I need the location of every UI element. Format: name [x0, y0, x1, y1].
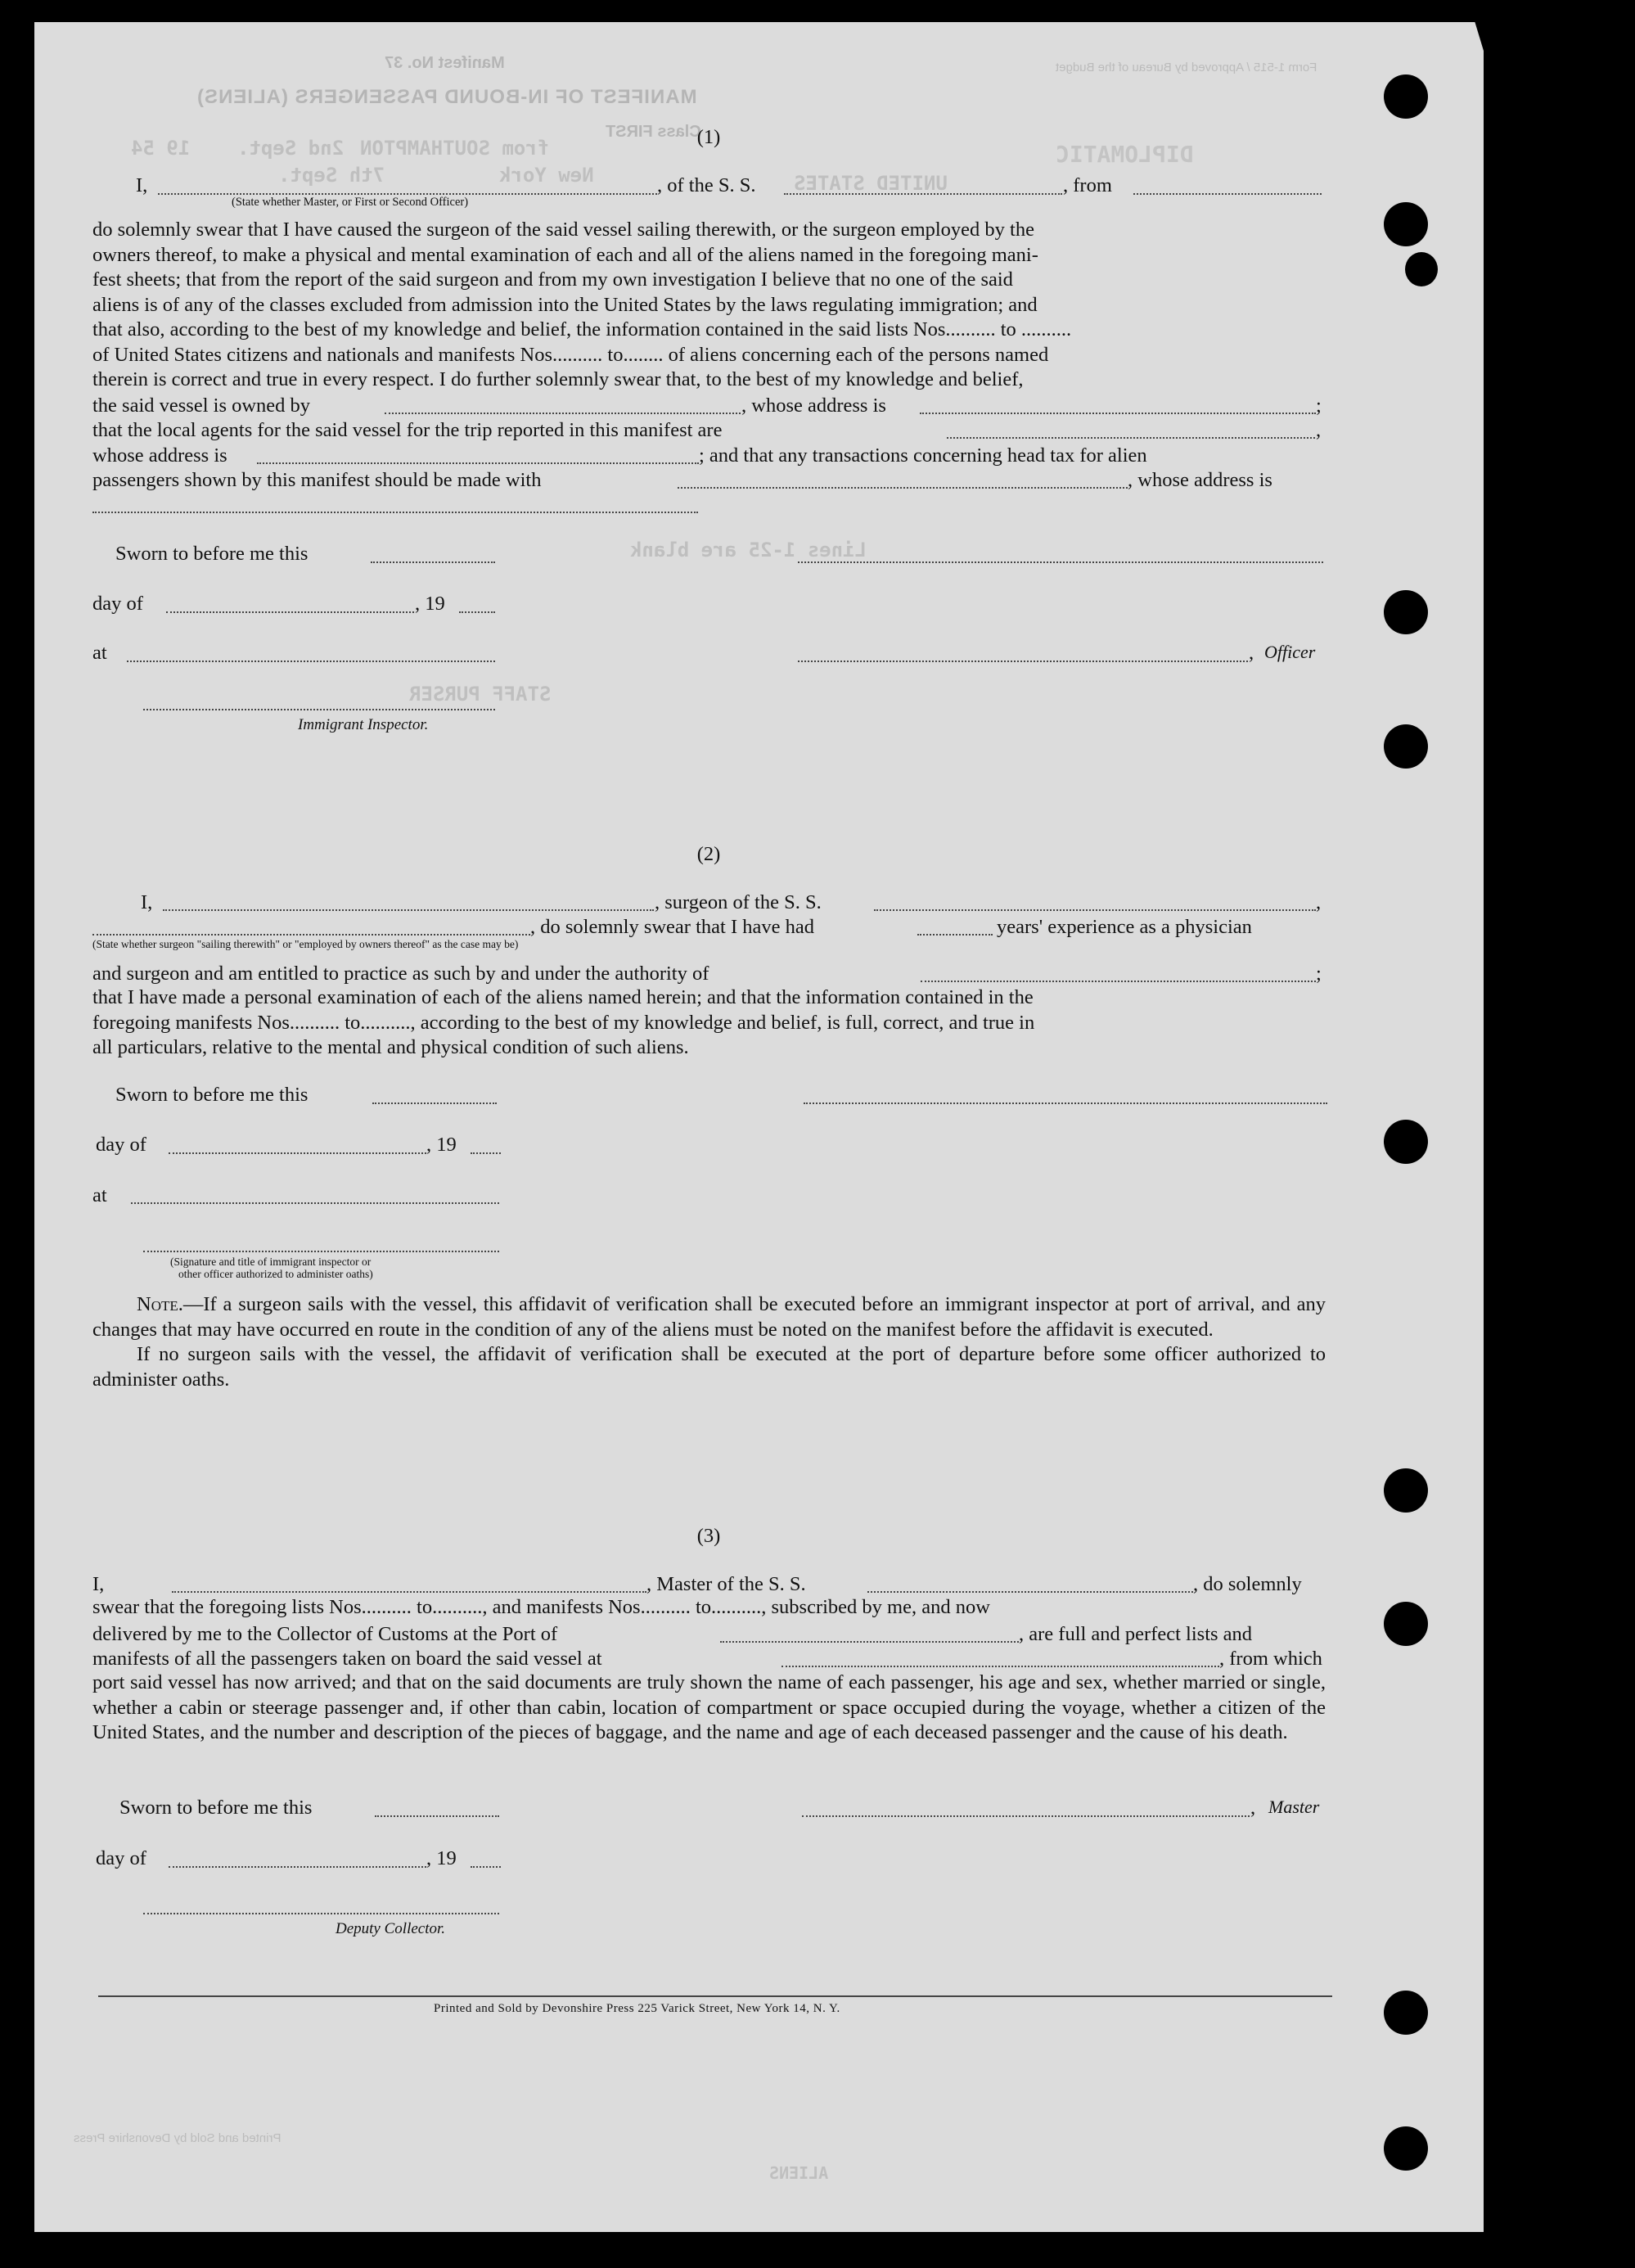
s2-paragraph: that I have made a personal examination of each of the aliens named herein; and that the information contained in the foregoing manifests Nos.......... to.........., according to the best of my knowledge and belief, is full, correct, and true in all particulars, relative to the mental and physical condition of such aliens. — [92, 986, 1035, 1058]
s3-day-of: day of — [96, 1847, 146, 1869]
s3-year-field[interactable] — [471, 1866, 501, 1868]
binder-hole-icon — [1384, 590, 1428, 634]
s1-agents-label: that the local agents for the said vessel for the trip reported in this manifest are — [92, 419, 723, 441]
s1-vessel-field[interactable] — [784, 193, 1062, 195]
s1-semicolon: ; — [1316, 395, 1322, 417]
s2-signature-line[interactable] — [804, 1102, 1327, 1104]
s3-collector-port-field[interactable] — [720, 1641, 1019, 1643]
section-1-number: (1) — [696, 126, 721, 148]
s1-month-field[interactable] — [166, 611, 414, 613]
s2-note-paragraph-2: If no surgeon sails with the vessel, the affidavit of verification shall be executed at the port of departure before some officer authorized to administer oaths. — [92, 1343, 1326, 1391]
s2-sig-note1: (Signature and title of immigrant inspector or — [170, 1256, 372, 1268]
s1-agent-address-field[interactable] — [257, 462, 699, 464]
s1-officer-label: Officer — [1264, 642, 1316, 662]
s3-deputy-label: Deputy Collector. — [336, 1920, 446, 1937]
s2-note-paragraph: Note.—If a surgeon sails with the vessel, this affidavit of verification shall be executed before an immigrant inspector at port of arrival, and any changes that may have occurred en route in the condition of any of the aliens must be noted on the manifest before the affidavit is executed. If no surgeon sails with the vessel, the affidavit of verification shall be executed at the port of departure before some officer authorized to administer oaths. — [92, 1292, 1326, 1392]
s1-head-tax: ; and that any transactions concerning head tax for alien — [699, 444, 1147, 467]
footer-rule — [98, 1995, 1332, 1997]
s2-status-note: (State whether surgeon "sailing therewith" or "employed by owners thereof" as the case may be) — [92, 938, 519, 950]
ghost-title: MANIFEST OF IN-BOUND PASSENGERS (ALIENS) — [196, 86, 697, 108]
s2-at-field[interactable] — [131, 1202, 499, 1204]
s3-line3-start: delivered by me to the Collector of Customs at the Port of — [92, 1623, 558, 1645]
s3-sworn-day-field[interactable] — [375, 1815, 499, 1817]
s2-sworn-day-field[interactable] — [372, 1102, 497, 1104]
ghost-small-bottom-left: Printed and Sold by Devonshire Press — [74, 2131, 282, 2145]
s3-boarding-port-field[interactable] — [781, 1666, 1219, 1667]
s2-at: at — [92, 1184, 107, 1206]
s2-authority-field[interactable] — [921, 981, 1316, 982]
ghost-bottom-stamp: ALIENS — [769, 2163, 829, 2183]
ghost-new-york: New York — [499, 164, 594, 187]
s1-whose-address3: , whose address is — [1128, 469, 1272, 491]
s1-line1-start: I, — [136, 174, 148, 196]
s1-whose-address-label: , whose address is — [741, 395, 886, 417]
s3-line1-end: , do solemnly — [1193, 1573, 1302, 1595]
s1-officer-comma: , — [1249, 642, 1254, 664]
s1-inspector-label: Immigrant Inspector. — [298, 716, 429, 733]
s1-signature-line[interactable] — [798, 561, 1323, 563]
s1-year-field[interactable] — [459, 611, 495, 613]
s3-line4-end: , from which — [1219, 1648, 1322, 1670]
s3-master-signature-line[interactable] — [802, 1815, 1250, 1817]
s2-year-field[interactable] — [471, 1152, 501, 1154]
s2-line2-end: years' experience as a physician — [997, 916, 1252, 938]
ghost-vessel-name: UNITED STATES — [794, 172, 948, 195]
s2-month-field[interactable] — [169, 1152, 426, 1154]
s2-sworn: Sworn to before me this — [115, 1084, 309, 1106]
ghost-small-top-right: Form 1-515 / Approved by Bureau of the Budget — [1056, 61, 1317, 74]
s1-whose-address2-label: whose address is — [92, 444, 227, 467]
s2-years-field[interactable] — [917, 934, 993, 936]
s1-agents-field[interactable] — [947, 437, 1315, 439]
s3-line1-mid: , Master of the S. S. — [646, 1573, 806, 1595]
s1-paragraph: do solemnly swear that I have caused the surgeon of the said vessel sailing therewith, or the surgeon employed by the owners thereof, to make a physical and mental examination of each and all of the aliens named in the foregoing mani- fest sheets; that from the report of the said surgeon and from my own investigation I believe that no one of the said aliens is of any of the classes excluded from admission into the United States by the laws regulating immigration; and that also, according to the best of my knowledge and belief, the information contained in the said lists Nos.......... to .......... of United States citizens and nationals and manifests Nos.......... to........ of aliens concerning each of the persons named therein is correct and true in every respect. I do further solemnly swear that, to the best of my knowledge and belief, — [92, 219, 1072, 390]
s2-vessel-field[interactable] — [874, 909, 1316, 911]
s1-at: at — [92, 642, 107, 664]
s3-deputy-signature-line[interactable] — [143, 1913, 499, 1914]
s3-vessel-field[interactable] — [867, 1591, 1193, 1593]
s1-line1-end: , from — [1063, 174, 1112, 196]
s2-note-label: Note. — [137, 1293, 183, 1315]
s1-owner-address-field[interactable] — [920, 413, 1316, 414]
s2-line2-mid: , do solemnly swear that I have had — [530, 916, 814, 938]
ghost-staff-purser: STAFF PURSER — [409, 683, 552, 706]
s2-comma1: , — [1316, 891, 1322, 913]
s3-paragraph: port said vessel has now arrived; and that on the said documents are truly shown the name of each passenger, his age and sex, whether married or single, whether a cabin or steerage passenger and, if other than cabin, location of compartment or space occupied during the voyage, whether a citizen of the United States, and the number and description of the pieces of baggage, and the name and age of each deceased passenger and the cause of his death. — [92, 1671, 1326, 1743]
s2-semicolon: ; — [1316, 963, 1322, 985]
ghost-sailed: 2nd Sept. — [237, 137, 345, 160]
s1-contact-address-field[interactable] — [92, 512, 698, 513]
s2-surgeon-status-field[interactable] — [92, 934, 530, 936]
ghost-manifest-no: Manifest No. 37 — [385, 54, 505, 72]
s1-sworn: Sworn to before me this — [115, 543, 309, 565]
s1-day-of: day of — [92, 593, 143, 615]
ghost-arrived: 7th Sept. — [278, 164, 385, 187]
s1-owner-field[interactable] — [385, 413, 741, 414]
ghost-from-port: from SOUTHAMPTON — [360, 137, 550, 160]
s2-line1-mid: , surgeon of the S. S. — [655, 891, 822, 913]
s1-comma: , — [1316, 419, 1322, 441]
ghost-class: Class FIRST — [606, 123, 701, 141]
binder-hole-icon — [1405, 252, 1438, 286]
s3-line3-end: , are full and perfect lists and — [1019, 1623, 1253, 1645]
binder-hole-icon — [1384, 724, 1428, 769]
s2-sig-note2: other officer authorized to administer oaths) — [178, 1268, 373, 1280]
s1-sworn-day-field[interactable] — [371, 561, 495, 563]
s3-master-comma: , — [1250, 1797, 1256, 1819]
binder-hole-icon — [1384, 2126, 1428, 2171]
s2-official-signature-line[interactable] — [143, 1251, 499, 1252]
binder-hole-icon — [1384, 1991, 1428, 2035]
s3-line1-start: I, — [92, 1573, 105, 1595]
s2-surgeon-name-field[interactable] — [163, 909, 654, 911]
s2-line1-start: I, — [141, 891, 153, 913]
s2-year-prefix: , 19 — [426, 1134, 457, 1156]
ghost-year: 19 54 — [131, 137, 191, 160]
s3-month-field[interactable] — [169, 1866, 426, 1868]
s3-year-prefix: , 19 — [426, 1847, 457, 1869]
binder-hole-icon — [1384, 74, 1428, 119]
s1-from-field[interactable] — [1133, 193, 1322, 195]
s1-line1-mid: , of the S. S. — [657, 174, 756, 196]
binder-hole-icon — [1384, 1468, 1428, 1513]
ghost-diplomatic: DIPLOMATIC — [1056, 141, 1194, 168]
s3-master-name-field[interactable] — [172, 1591, 646, 1593]
s3-sworn: Sworn to before me this — [119, 1797, 313, 1819]
s1-at-field[interactable] — [127, 661, 495, 662]
s2-day-of: day of — [96, 1134, 146, 1156]
binder-hole-icon — [1384, 1602, 1428, 1646]
s3-line2: swear that the foregoing lists Nos.......... to.........., and manifests Nos.......... to.........., subscribed by me, and now — [92, 1596, 990, 1618]
section-3-number: (3) — [696, 1525, 721, 1547]
binder-hole-icon — [1384, 202, 1428, 246]
s1-title-note: (State whether Master, or First or Second Officer) — [232, 196, 469, 209]
s2-line3: and surgeon and am entitled to practice as such by and under the authority of — [92, 963, 709, 985]
section-2-number: (2) — [696, 843, 721, 865]
printer-footer: Printed and Sold by Devonshire Press 225 Varick Street, New York 14, N. Y. — [434, 2002, 840, 2015]
s3-line4-start: manifests of all the passengers taken on board the said vessel at — [92, 1648, 602, 1670]
s1-inspector-signature-line[interactable] — [143, 709, 495, 710]
s3-master-label: Master — [1268, 1797, 1320, 1817]
binder-hole-icon — [1384, 1120, 1428, 1164]
s1-head-tax-contact-field[interactable] — [678, 487, 1128, 489]
ghost-lines-blank: Lines 1-25 are blank — [630, 539, 867, 561]
s1-year-prefix: , 19 — [415, 593, 445, 615]
s1-passengers-shown: passengers shown by this manifest should be made with — [92, 469, 542, 491]
s1-officer-signature-line[interactable] — [798, 661, 1248, 662]
s1-owned-by-label: the said vessel is owned by — [92, 395, 311, 417]
s1-officer-name-field[interactable] — [158, 193, 657, 195]
